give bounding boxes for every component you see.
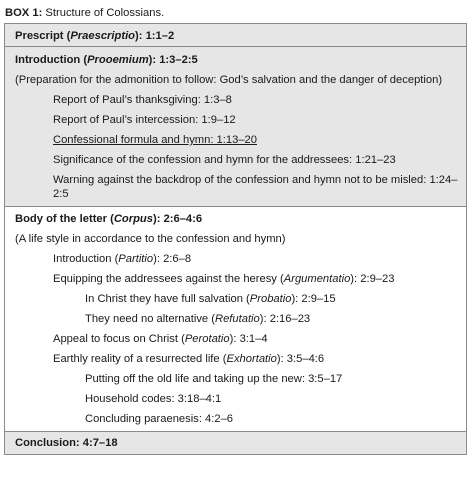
exhortatio-item: Putting off the old life and taking up the new: 3:5–17	[85, 373, 343, 385]
box-label: BOX 1:	[5, 7, 43, 19]
prescript-heading-text: Prescript (	[15, 30, 71, 42]
structure-table	[4, 23, 467, 455]
section-prescript	[5, 24, 466, 47]
body-item-argumentatio	[5, 269, 466, 289]
argumentatio-ref: ): 2:9–23	[350, 273, 395, 285]
partitio-latin: Partitio	[118, 253, 154, 265]
argumentatio-text: Equipping the addressees against the heresy (	[53, 273, 284, 285]
box-title	[5, 6, 164, 20]
body-heading-ref: ): 2:6–4:6	[152, 213, 203, 225]
partitio-ref: ): 2:6–8	[153, 253, 192, 265]
exhortatio-item: Household codes: 3:18–4:1	[85, 393, 222, 405]
introduction-note: (Preparation for the admonition to follow: God’s salvation and the danger of deception)	[15, 74, 443, 86]
perotatio-ref: ): 3:1–4	[229, 333, 268, 345]
body-item-perotatio	[5, 329, 466, 349]
section-introduction	[5, 47, 466, 207]
partitio-text: Introduction (	[53, 253, 119, 265]
section-conclusion	[5, 432, 466, 454]
body-item-refutatio	[5, 309, 466, 329]
body-heading-text: Body of the letter (	[15, 213, 114, 225]
exhortatio-text: Earthly reality of a resurrected life (	[53, 353, 227, 365]
refutatio-latin: Refutatio	[214, 313, 260, 325]
probatio-ref: ): 2:9–15	[291, 293, 336, 305]
exhortatio-latin: Exhortatio	[226, 353, 277, 365]
body-item-exhortatio	[5, 349, 466, 369]
exhortatio-ref: ): 3:5–4:6	[276, 353, 325, 365]
body-heading	[5, 207, 466, 229]
introduction-item: Warning against the backdrop of the confession and hymn not to be misled: 1:24–2:5	[53, 174, 458, 200]
refutatio-text: They need no alternative (	[85, 313, 215, 325]
introduction-heading-ref: ): 1:3–2:5	[148, 54, 198, 66]
argumentatio-latin: Argumentatio	[283, 273, 351, 285]
perotatio-latin: Perotatio	[184, 333, 230, 345]
prescript-heading	[5, 24, 466, 46]
refutatio-ref: ): 2:16–23	[259, 313, 311, 325]
box-caption: Structure of Colossians.	[45, 7, 165, 19]
body-item-partitio	[5, 249, 466, 269]
introduction-heading-text: Introduction (	[15, 54, 88, 66]
body-heading-latin: Corpus	[113, 213, 153, 225]
introduction-heading-latin: Prooemium	[87, 54, 149, 66]
introduction-item: Report of Paul’s intercession: 1:9–12	[53, 114, 236, 126]
probatio-latin: Probatio	[249, 293, 292, 305]
introduction-item: Report of Paul’s thanksgiving: 1:3–8	[53, 94, 232, 106]
prescript-heading-ref: ): 1:1–2	[135, 30, 175, 42]
perotatio-text: Appeal to focus on Christ (	[53, 333, 185, 345]
introduction-heading	[5, 47, 466, 70]
body-note: (A life style in accordance to the confession and hymn)	[15, 233, 286, 245]
prescript-heading-latin: Praescriptio	[70, 30, 136, 42]
exhortatio-item: Concluding paraenesis: 4:2–6	[85, 413, 234, 425]
section-body	[5, 207, 466, 432]
introduction-item: Significance of the confession and hymn for the addressees: 1:21–23	[53, 154, 396, 166]
body-item-probatio	[5, 289, 466, 309]
introduction-item-hymn: Confessional formula and hymn: 1:13–20	[53, 134, 257, 146]
conclusion-heading: Conclusion: 4:7–18	[15, 437, 118, 449]
probatio-text: In Christ they have full salvation (	[85, 293, 250, 305]
